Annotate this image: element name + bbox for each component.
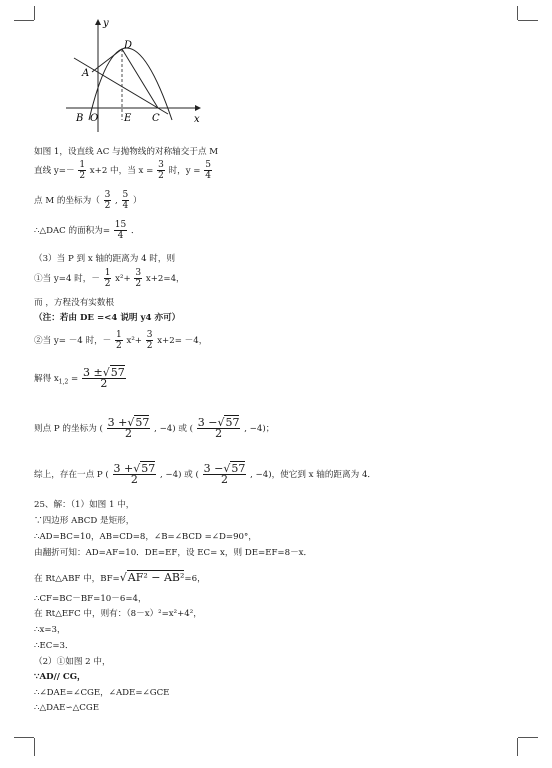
- line-4: [34, 220, 140, 241]
- radical: √AF² − AB²: [119, 571, 185, 584]
- line-3: [34, 190, 142, 211]
- line-11: [34, 418, 274, 439]
- fraction: [78, 160, 86, 181]
- denominator: 4: [114, 230, 127, 241]
- label-d: D: [124, 40, 133, 51]
- text: =: [68, 374, 79, 384]
- line-14: ∵四边形 ABCD 是矩形，: [34, 516, 135, 526]
- line-19: 在 Rt△EFC 中，则有：（8－x）²=x²+4²，: [34, 609, 202, 619]
- line-1: 如图 1，设直线 AC 与抛物线的对称轴交于点 M: [34, 147, 219, 157]
- line-12: [34, 464, 376, 485]
- text: 点 M 的坐标为（: [34, 196, 100, 206]
- fraction: [114, 220, 127, 241]
- line-20: ∴x=3，: [34, 625, 66, 635]
- numerator: 1: [116, 330, 122, 340]
- radicand: 57: [231, 462, 246, 475]
- line-17: [34, 572, 206, 585]
- line-9: [34, 330, 207, 351]
- line-6: [34, 268, 185, 289]
- fraction: [204, 160, 212, 181]
- line-ac: [74, 58, 168, 114]
- text: 则点 P 的坐标为 (: [34, 424, 103, 434]
- line-24: ∴∠DAE=∠CGE，∠ADE=∠GCE: [34, 688, 170, 698]
- line-8: （注：若由 DE =<4 说明 y4 亦可）: [34, 313, 181, 323]
- radicand: 57: [225, 416, 240, 429]
- line-21: ∴EC=3．: [34, 641, 74, 651]
- numerator: 1: [104, 268, 111, 278]
- denominator: 2: [104, 279, 111, 289]
- text: x+2= －4，: [157, 336, 208, 346]
- line-16: 由翻折可知：AD=AF=10．DE=EF，设 EC= x，则 DE=EF=8－x．: [34, 548, 313, 558]
- text: , −4)；: [244, 424, 275, 434]
- numerator: 3: [158, 160, 164, 170]
- radical: √57: [217, 416, 240, 429]
- numerator: 5: [122, 190, 129, 200]
- numerator: 3: [146, 330, 153, 340]
- text: ．: [130, 226, 140, 236]
- text: x²+: [115, 274, 131, 284]
- line-18: ∴CF=BC－BF=10－6=4，: [34, 594, 147, 604]
- line-22: （2）①如图 2 中，: [34, 657, 111, 667]
- radical: √57: [223, 462, 246, 475]
- text: ,: [115, 196, 118, 206]
- line-25: ∴△DAE∽△CGE: [34, 703, 99, 713]
- text: =6，: [184, 574, 206, 584]
- fraction: [104, 268, 112, 289]
- fraction: [113, 464, 157, 485]
- label-x: x: [194, 114, 200, 125]
- subscript: 1,2: [58, 378, 69, 386]
- line-2: [34, 160, 213, 181]
- text: , −4) 或 (: [154, 424, 194, 434]
- text: ∴△DAC 的面积为=: [34, 226, 111, 236]
- line-5: （3）当 P 到 x 轴的距离为 4 时，则: [34, 254, 176, 264]
- text: 3 +: [107, 416, 128, 429]
- text: ）: [132, 196, 142, 206]
- crop-mark-top-right-h: [518, 20, 538, 21]
- radicand: 57: [135, 416, 150, 429]
- text: 综上，存在一点 P (: [34, 470, 109, 480]
- line-13: 25、解：（1）如图 1 中，: [34, 500, 135, 510]
- denominator: 2: [203, 474, 247, 485]
- denominator: 2: [107, 428, 151, 439]
- numerator: 1: [79, 160, 86, 170]
- text: 3 −: [197, 416, 218, 429]
- fraction: [134, 268, 142, 289]
- fraction: [203, 464, 247, 485]
- denominator: 2: [116, 341, 122, 351]
- line-7: 而 ，方程没有实数根: [34, 298, 115, 308]
- denominator: 2: [113, 474, 157, 485]
- radicand: AF² − AB²: [127, 571, 185, 584]
- label-a: A: [82, 68, 90, 79]
- line-23: ∵AD// CG，: [34, 672, 86, 682]
- text: 3 +: [113, 462, 134, 475]
- text: x+2 中，当 x =: [89, 166, 154, 176]
- geometry-figure: [62, 12, 212, 137]
- denominator: 2: [82, 378, 126, 389]
- fraction: [107, 418, 151, 439]
- numerator: 5: [205, 160, 211, 170]
- crop-mark-top-left-v: [34, 6, 35, 20]
- denominator: 4: [205, 171, 211, 181]
- denominator: 2: [135, 279, 142, 289]
- radical: √57: [102, 366, 125, 379]
- label-c: C: [152, 113, 160, 124]
- text: x+2=4，: [145, 274, 185, 284]
- text: ①当 y=4 时，－: [34, 274, 100, 284]
- text: 3 ±: [83, 366, 103, 379]
- radicand: 57: [110, 366, 125, 379]
- denominator: 2: [197, 428, 241, 439]
- fraction: [157, 160, 165, 181]
- denominator: 2: [146, 341, 153, 351]
- text: 直线 y=－: [34, 166, 75, 176]
- label-o: O: [90, 113, 99, 124]
- radical: √57: [133, 462, 156, 475]
- text: , −4)，使它到 x 轴的距离为 4．: [250, 470, 377, 480]
- fraction: [104, 190, 112, 211]
- text: , −4) 或 (: [159, 470, 199, 480]
- fraction: [122, 190, 130, 211]
- fraction: [146, 330, 154, 351]
- text: ②当 y= －4 时，－: [34, 336, 112, 346]
- denominator: 2: [79, 171, 86, 181]
- fraction: [197, 418, 241, 439]
- radical: √57: [127, 416, 150, 429]
- crop-mark-top-left-h: [14, 20, 34, 21]
- denominator: 2: [104, 201, 111, 211]
- label-e: E: [124, 113, 132, 124]
- numerator: 3: [135, 268, 142, 278]
- line-10: [34, 368, 127, 389]
- crop-mark-bottom-left-v: [34, 738, 35, 756]
- text: 解得 x: [34, 374, 59, 384]
- label-b: B: [76, 113, 84, 124]
- line-15: ∴AD=BC=10，AB=CD=8，∠B=∠BCD =∠D=90°，: [34, 532, 257, 542]
- crop-mark-bottom-right-h: [518, 737, 538, 738]
- label-y: y: [103, 18, 109, 29]
- numerator: 3: [104, 190, 111, 200]
- fraction: [82, 368, 126, 389]
- radicand: 57: [141, 462, 156, 475]
- fraction: [115, 330, 123, 351]
- text: 在 Rt△ABF 中，BF=: [34, 574, 120, 584]
- denominator: 2: [158, 171, 164, 181]
- crop-mark-top-right-v: [517, 6, 518, 20]
- segment-ad: [92, 49, 122, 72]
- text: x²+: [126, 336, 142, 346]
- segment-dc: [122, 49, 158, 108]
- text: 时，y =: [168, 166, 201, 176]
- numerator: 15: [114, 220, 127, 230]
- crop-mark-bottom-left-h: [14, 737, 34, 738]
- crop-mark-bottom-right-v: [517, 738, 518, 756]
- denominator: 4: [122, 201, 129, 211]
- text: 3 −: [203, 462, 224, 475]
